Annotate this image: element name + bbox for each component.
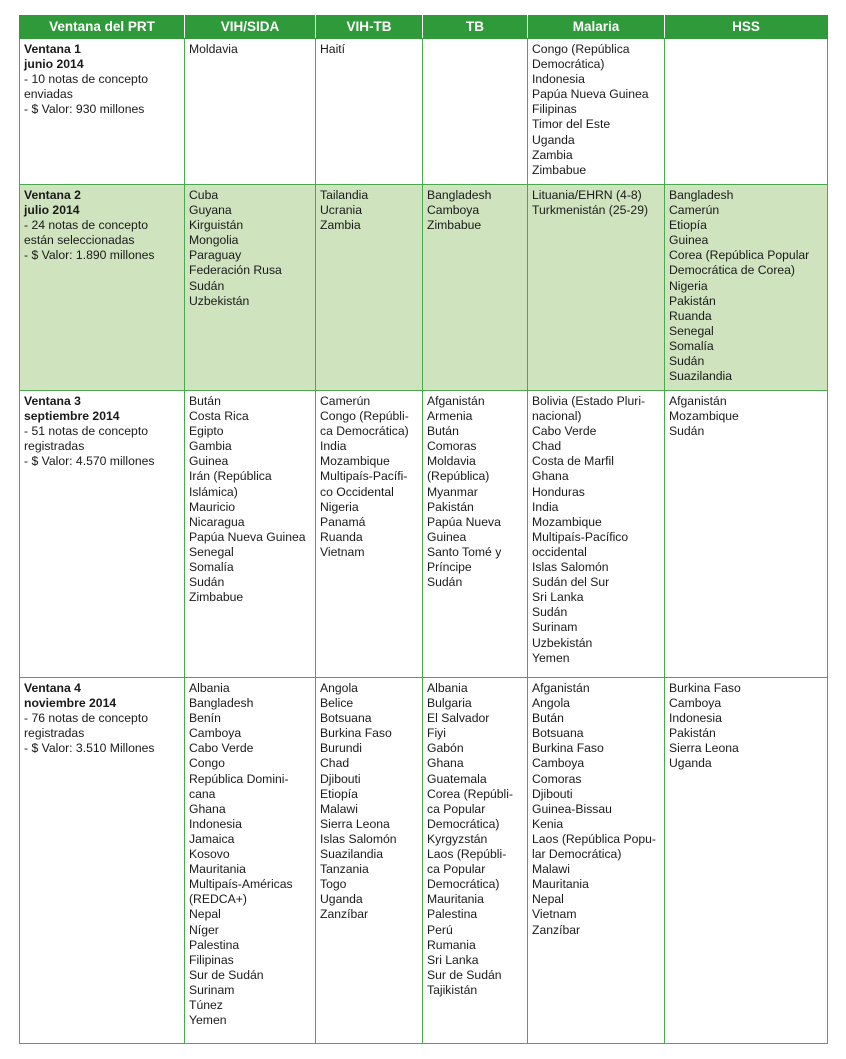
country-item: Vietnam bbox=[320, 544, 365, 559]
country-list bbox=[427, 681, 523, 998]
country-item: Multipaís-Pacífico occidental bbox=[532, 529, 629, 559]
header-malaria: Malaria bbox=[528, 16, 665, 39]
country-item: Togo bbox=[320, 877, 347, 892]
window-row bbox=[20, 39, 828, 185]
country-item: Cabo Verde bbox=[189, 741, 254, 756]
country-item: Afganistán bbox=[427, 394, 485, 408]
country-item: Federación Rusa bbox=[189, 263, 282, 278]
country-item: Zimbabue bbox=[189, 590, 244, 605]
country-item: Moldavia (República) bbox=[427, 454, 490, 484]
country-item: Senegal bbox=[189, 544, 234, 559]
country-item: Sri Lanka bbox=[427, 952, 479, 967]
country-item: Tailandia bbox=[320, 188, 369, 202]
country-item: Tanzania bbox=[320, 862, 369, 877]
cell-hiv-tb bbox=[316, 391, 423, 678]
window-title: Ventana 1 bbox=[24, 42, 81, 56]
country-item: Lituania/EHRN (4-8) bbox=[532, 188, 642, 202]
country-item: Pakistán bbox=[669, 726, 716, 741]
country-item: Sudán bbox=[532, 605, 568, 620]
country-item: Guinea bbox=[189, 454, 229, 469]
country-item: Indonesia bbox=[532, 72, 585, 87]
country-list bbox=[669, 681, 823, 772]
country-item: Corea (Repúbli- ca Popular Democrática) bbox=[427, 786, 514, 831]
country-item: Ghana bbox=[189, 801, 226, 816]
country-item: Comoras bbox=[532, 771, 582, 786]
country-item: Rumania bbox=[427, 937, 476, 952]
cell-tb bbox=[423, 39, 528, 185]
cell-tb bbox=[423, 185, 528, 391]
country-item: Mauritania bbox=[427, 892, 484, 907]
country-item: Paraguay bbox=[189, 248, 242, 263]
country-item: Botsuana bbox=[532, 726, 584, 741]
country-item: Camboya bbox=[532, 756, 585, 771]
country-item: Sierra Leona bbox=[320, 816, 390, 831]
country-item: Yemen bbox=[189, 1013, 227, 1028]
country-list bbox=[532, 42, 660, 178]
country-item: Suazilandia bbox=[320, 847, 384, 862]
country-item: Egipto bbox=[189, 424, 224, 439]
country-item: Indonesia bbox=[669, 711, 722, 726]
window-title: Ventana 2 bbox=[24, 188, 81, 202]
country-item: Cabo Verde bbox=[532, 424, 597, 439]
country-list bbox=[320, 394, 418, 560]
country-item: Myanmar bbox=[427, 484, 478, 499]
country-item: Belice bbox=[320, 696, 354, 711]
country-item: Uganda bbox=[532, 132, 575, 147]
country-item: Ghana bbox=[427, 756, 464, 771]
country-item: Mozambique bbox=[320, 454, 390, 469]
country-list bbox=[320, 42, 418, 57]
country-item: Mongolia bbox=[189, 233, 239, 248]
country-item: Costa Rica bbox=[189, 409, 249, 424]
country-item: Sur de Sudán bbox=[189, 967, 264, 982]
country-item: Kyrgyzstán bbox=[427, 831, 488, 846]
country-item: Nigeria bbox=[669, 278, 708, 293]
country-item: Níger bbox=[189, 922, 219, 937]
country-item: Congo (República Democrática) bbox=[532, 42, 630, 72]
window-row bbox=[20, 391, 828, 678]
country-item: Ghana bbox=[532, 469, 569, 484]
cell-malaria bbox=[528, 39, 665, 185]
country-item: Filipinas bbox=[189, 952, 234, 967]
cell-hiv-tb bbox=[316, 678, 423, 1044]
country-item: Costa de Marfil bbox=[532, 454, 614, 469]
country-item: Vietnam bbox=[532, 907, 577, 922]
country-list bbox=[189, 188, 311, 309]
country-item: Benín bbox=[189, 711, 221, 726]
country-item: Zanzíbar bbox=[532, 922, 581, 937]
country-item: Gabón bbox=[427, 741, 464, 756]
country-item: Kosovo bbox=[189, 847, 230, 862]
header-row bbox=[20, 16, 828, 39]
country-item: Guinea-Bissau bbox=[532, 801, 612, 816]
country-item: Congo bbox=[189, 756, 225, 771]
country-item: Bulgaria bbox=[427, 696, 472, 711]
country-item: Zambia bbox=[320, 218, 361, 233]
country-item: Jamaica bbox=[189, 831, 235, 846]
country-list bbox=[669, 394, 823, 439]
country-item: Multipaís-Américas (REDCA+) bbox=[189, 877, 293, 907]
country-item: Angola bbox=[320, 681, 358, 695]
country-item: Afganistán bbox=[669, 394, 727, 408]
country-item: Sur de Sudán bbox=[427, 967, 502, 982]
country-item: Zimbabue bbox=[427, 218, 482, 233]
country-list bbox=[189, 42, 311, 57]
country-item: Santo Tomé y Príncipe bbox=[427, 544, 502, 575]
country-item: Ruanda bbox=[669, 308, 712, 323]
country-item: Surinam bbox=[189, 982, 235, 997]
country-item: Filipinas bbox=[532, 102, 577, 117]
country-item: Mozambique bbox=[532, 514, 602, 529]
country-item: Uzbekistán bbox=[532, 635, 593, 650]
country-item: Tajikistán bbox=[427, 982, 478, 997]
country-item: Guatemala bbox=[427, 771, 487, 786]
country-item: Sudán bbox=[669, 354, 705, 369]
country-item: Camboya bbox=[669, 696, 722, 711]
country-item: Congo (Repúbli- ca Democrática) bbox=[320, 409, 409, 439]
country-item: Bolivia (Estado Pluri- nacional) bbox=[532, 394, 646, 424]
country-item: Djibouti bbox=[532, 786, 573, 801]
country-list bbox=[189, 681, 311, 1028]
cell-hiv-tb bbox=[316, 185, 423, 391]
window-date: noviembre 2014 bbox=[24, 696, 117, 711]
country-item: Sudán del Sur bbox=[532, 575, 610, 590]
cell-hiv-tb bbox=[316, 39, 423, 185]
window-date: junio 2014 bbox=[24, 57, 84, 72]
country-item: Comoras bbox=[427, 439, 477, 454]
cell-hss bbox=[665, 185, 828, 391]
country-item: Haití bbox=[320, 42, 346, 56]
country-item: Zambia bbox=[532, 147, 573, 162]
country-item: Sudán bbox=[189, 278, 225, 293]
country-item: Chad bbox=[532, 439, 562, 454]
country-item: Malawi bbox=[532, 862, 570, 877]
window-cell bbox=[20, 185, 185, 391]
country-item: Turkmenistán (25-29) bbox=[532, 203, 649, 218]
country-item: Papúa Nueva Guinea bbox=[427, 514, 501, 544]
country-item: Afganistán bbox=[532, 681, 590, 695]
country-item: República Domini- cana bbox=[189, 771, 289, 801]
country-item: Papúa Nueva Guinea bbox=[189, 529, 306, 544]
country-item: Pakistán bbox=[427, 499, 474, 514]
country-item: Kenia bbox=[532, 816, 564, 831]
country-item: Burkina Faso bbox=[320, 726, 392, 741]
header-hss: HSS bbox=[665, 16, 828, 39]
header-hiv-tb: VIH-TB bbox=[316, 16, 423, 39]
country-item: Mauritania bbox=[532, 877, 589, 892]
country-item: Etiopía bbox=[320, 786, 358, 801]
cell-hiv-aids bbox=[185, 678, 316, 1044]
country-item: Palestina bbox=[427, 907, 478, 922]
country-item: Albania bbox=[189, 681, 230, 695]
country-item: Panamá bbox=[320, 514, 366, 529]
country-item: Ucrania bbox=[320, 203, 362, 218]
country-item: Angola bbox=[532, 696, 570, 711]
country-item: Somalía bbox=[189, 560, 234, 575]
country-item: Laos (Repúbli- ca Popular Democrática) bbox=[427, 847, 507, 892]
country-item: Surinam bbox=[532, 620, 578, 635]
cell-hiv-aids bbox=[185, 39, 316, 185]
cell-hiv-aids bbox=[185, 391, 316, 678]
country-item: Islas Salomón bbox=[532, 560, 609, 575]
country-item: Bután bbox=[532, 711, 564, 726]
country-item: Gambia bbox=[189, 439, 232, 454]
country-item: Suazilandia bbox=[669, 369, 733, 384]
window-title: Ventana 3 bbox=[24, 394, 81, 408]
cell-tb bbox=[423, 678, 528, 1044]
country-item: Burundi bbox=[320, 741, 363, 756]
country-list bbox=[427, 394, 523, 590]
country-item: Timor del Este bbox=[532, 117, 611, 132]
country-item: Senegal bbox=[669, 323, 714, 338]
country-item: Mauritania bbox=[189, 862, 246, 877]
country-item: Pakistán bbox=[669, 293, 716, 308]
country-item: Djibouti bbox=[320, 771, 361, 786]
country-item: Corea (República Popular Democrática de Corea) bbox=[669, 248, 810, 278]
cell-hss bbox=[665, 391, 828, 678]
country-item: Sierra Leona bbox=[669, 741, 739, 756]
country-item: Chad bbox=[320, 756, 350, 771]
cell-tb bbox=[423, 391, 528, 678]
country-item: Etiopía bbox=[669, 218, 707, 233]
country-item: Uganda bbox=[669, 756, 712, 771]
country-item: Multipaís-Pacífi- co Occidental bbox=[320, 469, 408, 499]
country-item: Armenia bbox=[427, 409, 473, 424]
country-item: Zanzíbar bbox=[320, 907, 369, 922]
country-item: Islas Salomón bbox=[320, 831, 397, 846]
country-item: Bután bbox=[189, 394, 221, 408]
country-item: Túnez bbox=[189, 997, 223, 1012]
country-item: Cuba bbox=[189, 188, 219, 202]
country-item: India bbox=[320, 439, 347, 454]
country-item: Kirguistán bbox=[189, 218, 244, 233]
window-notes: - 76 notas de concepto registradas - $ Valor: 3.510 Millones bbox=[24, 711, 155, 756]
window-date: julio 2014 bbox=[24, 203, 80, 218]
country-item: Laos (República Popu- lar Democrática) bbox=[532, 831, 656, 862]
window-notes: - 51 notas de concepto registradas - $ Valor: 4.570 millones bbox=[24, 424, 155, 469]
header-window: Ventana del PRT bbox=[20, 16, 185, 39]
country-item: Perú bbox=[427, 922, 453, 937]
country-item: Bangladesh bbox=[669, 188, 734, 202]
country-item: Indonesia bbox=[189, 816, 242, 831]
country-item: Moldavia bbox=[189, 42, 238, 56]
country-item: Palestina bbox=[189, 937, 240, 952]
header-hiv-aids: VIH/SIDA bbox=[185, 16, 316, 39]
country-item: Guinea bbox=[669, 233, 709, 248]
country-item: El Salvador bbox=[427, 711, 490, 726]
country-item: Sri Lanka bbox=[532, 590, 584, 605]
country-item: Burkina Faso bbox=[669, 681, 741, 695]
country-item: Bangladesh bbox=[189, 696, 254, 711]
country-item: Somalía bbox=[669, 338, 714, 353]
country-item: Irán (República Islámica) bbox=[189, 469, 272, 499]
window-row bbox=[20, 678, 828, 1044]
country-list bbox=[189, 394, 311, 605]
country-item: Honduras bbox=[532, 484, 585, 499]
country-item: Botsuana bbox=[320, 711, 372, 726]
header-tb: TB bbox=[423, 16, 528, 39]
window-notes: - 10 notas de concepto enviadas - $ Valor: 930 millones bbox=[24, 72, 148, 117]
country-item: Camboya bbox=[427, 203, 480, 218]
country-item: Nepal bbox=[532, 892, 564, 907]
country-item: Ruanda bbox=[320, 529, 363, 544]
country-item: India bbox=[532, 499, 559, 514]
window-title: Ventana 4 bbox=[24, 681, 81, 695]
country-item: Sudán bbox=[189, 575, 225, 590]
country-item: Mozambique bbox=[669, 409, 739, 424]
country-item: Uzbekistán bbox=[189, 293, 250, 308]
country-item: Malawi bbox=[320, 801, 358, 816]
country-item: Albania bbox=[427, 681, 468, 695]
window-cell bbox=[20, 391, 185, 678]
country-item: Camerún bbox=[320, 394, 371, 408]
country-item: Burkina Faso bbox=[532, 741, 604, 756]
country-item: Sudán bbox=[427, 575, 463, 590]
country-list bbox=[532, 681, 660, 938]
country-item: Bangladesh bbox=[427, 188, 492, 202]
country-item: Zimbabue bbox=[532, 162, 587, 177]
country-list bbox=[320, 188, 418, 233]
window-notes: - 24 notas de concepto están seleccionadas - $ Valor: 1.890 millones bbox=[24, 218, 155, 263]
window-row bbox=[20, 185, 828, 391]
country-item: Yemen bbox=[532, 650, 570, 665]
country-list bbox=[669, 188, 823, 384]
country-item: Sudán bbox=[669, 424, 705, 439]
cell-malaria bbox=[528, 678, 665, 1044]
country-list bbox=[532, 394, 660, 666]
country-item: Guyana bbox=[189, 203, 232, 218]
funding-windows-table-wrapper bbox=[19, 15, 827, 1044]
window-cell bbox=[20, 678, 185, 1044]
funding-windows-table bbox=[19, 15, 828, 1044]
country-item: Bután bbox=[427, 424, 459, 439]
cell-malaria bbox=[528, 391, 665, 678]
window-cell bbox=[20, 39, 185, 185]
country-list bbox=[427, 188, 523, 233]
country-list bbox=[532, 188, 660, 218]
country-item: Nigeria bbox=[320, 499, 359, 514]
country-item: Papúa Nueva Guinea bbox=[532, 87, 649, 102]
country-list bbox=[320, 681, 418, 923]
country-item: Camboya bbox=[189, 726, 242, 741]
cell-hiv-aids bbox=[185, 185, 316, 391]
country-item: Nicaragua bbox=[189, 514, 245, 529]
cell-hss bbox=[665, 39, 828, 185]
window-date: septiembre 2014 bbox=[24, 409, 120, 424]
cell-hss bbox=[665, 678, 828, 1044]
country-item: Camerún bbox=[669, 203, 720, 218]
country-item: Mauricio bbox=[189, 499, 236, 514]
country-item: Nepal bbox=[189, 907, 221, 922]
cell-malaria bbox=[528, 185, 665, 391]
country-item: Fiyi bbox=[427, 726, 446, 741]
country-item: Uganda bbox=[320, 892, 363, 907]
